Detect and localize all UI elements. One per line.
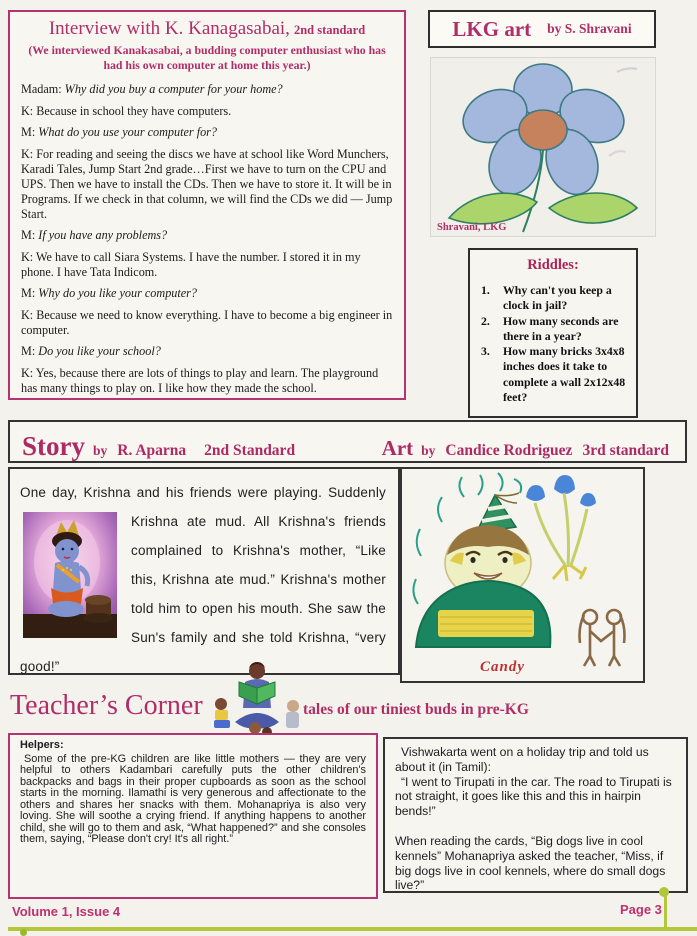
lkg-art-header [428, 10, 656, 48]
page-number: Page 3 [620, 902, 662, 917]
teachers-corner-tagline: tales of our tiniest buds in pre-KG [303, 701, 529, 718]
anecdote-para-1: Vishwakarta went on a holiday trip and told us about it (in Tamil): [395, 745, 649, 774]
interview-article [8, 10, 406, 400]
qa-line: Madam: Why did you buy a computer for your home? [21, 82, 283, 96]
art-by: by [421, 443, 436, 458]
qa-line: K: We have to call Siara Systems. I have the number. I stored it in my phone. I have Tata Indicom. [21, 249, 361, 279]
lkg-art-caption: Shravani, LKG [437, 222, 507, 233]
art-author: Candice Rodriguez [445, 442, 573, 459]
teacher-reading-clipart-icon [205, 660, 305, 744]
helpers-heading: Helpers: [20, 739, 64, 751]
qa-line: M: Why do you like your computer? [21, 286, 198, 300]
interview-title: Interview with K. Kanagasabai, [48, 18, 290, 39]
lkg-art-byline: by S. Shravani [547, 21, 632, 36]
lkg-art-title: LKG art [452, 16, 532, 41]
anecdote-para-3: When reading the cards, “Big dogs live in cool kennels” Mohanapriya asked the teacher, “Miss, if big dogs live in cool kennels, where do small dogs live?” [395, 833, 666, 893]
qa-line: K: Yes, because there are lots of things to play and learn. The playground has many things to play on. I like how they made the school. [21, 365, 379, 395]
right-accent-line [664, 893, 667, 929]
riddles-box [468, 248, 638, 418]
art-caption: Candy [479, 659, 525, 675]
art-label: Art [381, 436, 414, 460]
qa-line: M: If you have any problems? [21, 228, 168, 242]
story-author: R. Aparna [117, 442, 187, 459]
helpers-column [8, 733, 378, 899]
anecdotes-column [383, 737, 688, 893]
bottom-accent-line [8, 927, 697, 931]
story-author-grade: 2nd Standard [204, 442, 296, 459]
candy-drawing [402, 469, 643, 681]
accent-dot-right [659, 887, 669, 897]
helpers-text: Some of the pre-KG children are like little mothers — they are very helpful to others Kadambari carefully puts the other children's backpacks and bags in their proper cupboards as soon as the school starts in the morning. Ilamathi is very generous and affectionate to the others and shares her snacks with them. Mohanapriya is also very loving. She will soothe a crying friend. If anything happens to another child, she will go to them and ask, “What happened?” and she consoles them, saying, “Please don't cry! It's all right.” [20, 752, 366, 845]
krishna-photo [22, 512, 118, 638]
lkg-art-panel [430, 57, 656, 237]
qa-line: K: Because we need to know everything. I have to become a big engineer in computer. [21, 307, 393, 337]
riddle-item: 1. Why can't you keep a clock in jail? [481, 283, 612, 313]
riddle-item: 2. How many seconds are there in a year? [481, 313, 619, 343]
qa-line: K: For reading and seeing the discs we have at school like Word Munchers, Karadi Tales, Jump Start 2nd grade…First we have to turn on the CPU and UPS. Then we have to install the CDs. Then we have to store it. It will be in Programs. If we check in that column, we will find the CDs we did — Jump Start. [21, 146, 393, 221]
story-body-panel [8, 467, 400, 675]
story-text: One day, Krishna and his friends were playing. Suddenly Krishna ate mud. All Krishna's friends complained to Krishna's mother, “Like this, Krishna ate mud.” Krishna's mother told him to open his mouth. She saw the Sun's family and she told Krishna, “very good!” [20, 485, 386, 674]
interview-intro: (We interviewed Kanakasabai, a budding computer enthusiast who has had his own computer at home this year.) [28, 43, 386, 72]
volume-issue-label: Volume 1, Issue 4 [12, 904, 121, 919]
art-panel [400, 467, 645, 683]
interview-title-line [21, 18, 393, 40]
teachers-corner-title: Teacher’s Corner [10, 690, 203, 721]
art-author-grade: 3rd standard [582, 442, 669, 459]
interview-qa-list [21, 82, 393, 396]
riddles-list [478, 283, 628, 405]
riddles-title: Riddles: [527, 257, 579, 273]
accent-dot-left [20, 929, 27, 936]
flower-drawing [431, 58, 657, 238]
qa-line: M: Do you like your school? [21, 344, 161, 358]
story-by: by [93, 443, 108, 458]
interview-grade: 2nd standard [293, 23, 366, 37]
qa-line: K: Because in school they have computers. [21, 103, 232, 118]
anecdote-para-2: “I went to Tirupati in the car. The road to Tirupati is not straight, it goes like this and this in hairpin bends!” [395, 774, 672, 819]
riddle-item: 3. How many bricks 3x4x8 inches does it take to complete a wall 2x12x48 feet? [481, 344, 626, 405]
qa-line: M: What do you use your computer for? [21, 125, 218, 139]
story-label: Story [22, 431, 85, 461]
story-art-header [8, 420, 687, 463]
